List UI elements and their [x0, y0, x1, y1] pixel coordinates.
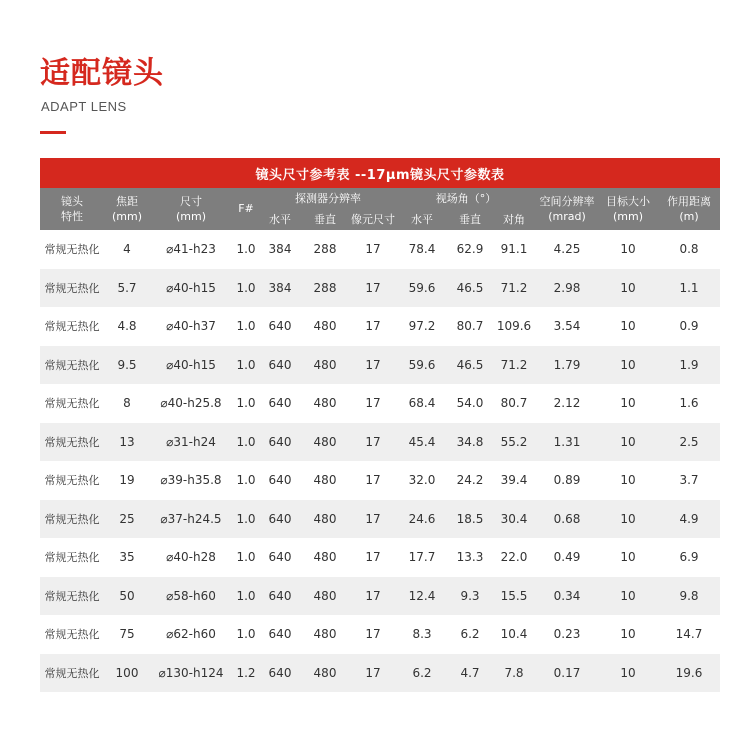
table-cell: 1.0	[232, 269, 260, 308]
table-cell: 15.5	[492, 577, 536, 616]
table-cell: 71.2	[492, 346, 536, 385]
table-cell: 1.31	[536, 423, 598, 462]
table-cell: 1.0	[236, 242, 256, 257]
table-cell: 6.2	[396, 654, 448, 693]
table-cell: 7.8	[492, 654, 536, 693]
table-cell: 1.0	[236, 396, 256, 411]
table-cell: 480	[313, 396, 337, 411]
table-cell: 19.6	[658, 654, 720, 693]
table-cell: 80.7	[500, 396, 528, 411]
table-cell: 109.6	[496, 319, 532, 334]
table-cell: 14.7	[675, 627, 703, 642]
table-cell: 480	[300, 654, 350, 693]
header-field-of-view: 视场角（°）	[396, 188, 536, 210]
table-cell: 10	[598, 346, 658, 385]
table-cell: 常规无热化	[40, 346, 104, 385]
table-cell: 288	[313, 242, 337, 257]
table-cell: 30.4	[492, 500, 536, 539]
table-cell: ⌀40-h37	[166, 319, 216, 334]
table-cell: 45.4	[396, 423, 448, 462]
table-cell: 1.0	[236, 319, 256, 334]
table-cell: 12.4	[396, 577, 448, 616]
table-cell: 480	[300, 500, 350, 539]
table-cell: 640	[268, 319, 292, 334]
table-cell: 10	[620, 319, 636, 334]
table-cell: 17	[365, 319, 381, 334]
lens-table-container	[40, 158, 720, 692]
table-cell: 97.2	[408, 319, 436, 334]
table-cell: 1.2	[232, 654, 260, 693]
table-cell: 1.6	[679, 396, 699, 411]
table-cell: 1.0	[236, 473, 256, 488]
table-cell: 常规无热化	[44, 243, 100, 257]
header-working-distance: 作用距离 (m)	[658, 188, 720, 230]
table-cell: 10	[598, 500, 658, 539]
table-cell: 55.2	[492, 423, 536, 462]
table-cell: ⌀37-h24.5	[150, 500, 232, 539]
table-cell: 17	[350, 654, 396, 693]
table-cell: 1.0	[232, 423, 260, 462]
table-row	[40, 615, 720, 654]
table-cell: 640	[260, 654, 300, 693]
table-cell: 17	[365, 550, 381, 565]
table-cell: 常规无热化	[40, 577, 104, 616]
table-cell: 480	[300, 346, 350, 385]
table-cell: 78.4	[408, 242, 436, 257]
table-row	[40, 538, 720, 577]
page-title: 适配镜头	[40, 56, 164, 91]
table-cell: 9.8	[658, 577, 720, 616]
header-fov-vertical: 垂直	[448, 210, 492, 230]
table-cell: 1.79	[536, 346, 598, 385]
table-cell: 62.9	[456, 242, 484, 257]
table-cell: ⌀40-h25.8	[160, 396, 222, 411]
table-cell: 常规无热化	[44, 474, 100, 488]
table-cell: ⌀40-h15	[150, 269, 232, 308]
table-cell: 288	[300, 269, 350, 308]
header-detector-horizontal: 水平	[260, 210, 300, 230]
table-cell: 640	[260, 577, 300, 616]
table-cell: 22.0	[500, 550, 528, 565]
header-pixel-size: 像元尺寸	[350, 210, 396, 230]
table-cell: 35	[119, 550, 135, 565]
table-cell: 34.8	[448, 423, 492, 462]
table-cell: 54.0	[456, 396, 484, 411]
table-cell: 50	[104, 577, 150, 616]
header-focal-length: 焦距 (mm)	[104, 188, 150, 230]
table-cell: 25	[104, 500, 150, 539]
table-cell: 9.5	[104, 346, 150, 385]
table-cell: 10	[598, 423, 658, 462]
table-cell: 10	[620, 627, 636, 642]
table-body	[40, 230, 720, 692]
table-cell: 4.7	[448, 654, 492, 693]
table-cell: 10	[598, 577, 658, 616]
table-cell: 9.3	[448, 577, 492, 616]
table-cell: 0.68	[536, 500, 598, 539]
table-cell: 384	[268, 242, 292, 257]
table-cell: 6.9	[679, 550, 699, 565]
table-cell: 18.5	[448, 500, 492, 539]
table-cell: ⌀31-h24	[150, 423, 232, 462]
title-underline	[40, 131, 66, 134]
table-cell: 640	[268, 473, 292, 488]
table-cell: 2.5	[658, 423, 720, 462]
table-cell: 640	[260, 500, 300, 539]
table-cell: 75	[119, 627, 135, 642]
table-cell: 1.0	[232, 500, 260, 539]
table-cell: 46.5	[448, 269, 492, 308]
table-cell: 17	[365, 396, 381, 411]
table-cell: 4	[123, 242, 131, 257]
table-cell: 常规无热化	[44, 320, 100, 334]
table-cell: 6.2	[460, 627, 480, 642]
table-cell: 13	[104, 423, 150, 462]
header-f-number: F#	[232, 188, 260, 230]
header-target-size: 目标大小 (mm)	[598, 188, 658, 230]
table-cell: 常规无热化	[44, 628, 100, 642]
table-cell: 10	[598, 269, 658, 308]
table-row	[40, 423, 720, 462]
table-cell: 17	[365, 242, 381, 257]
table-cell: ⌀41-h23	[166, 242, 216, 257]
table-cell: 1.0	[232, 346, 260, 385]
table-cell: 0.89	[553, 473, 581, 488]
table-row	[40, 461, 720, 500]
table-row	[40, 654, 720, 693]
table-cell: 常规无热化	[40, 423, 104, 462]
table-cell: 常规无热化	[40, 654, 104, 693]
table-cell: 640	[260, 346, 300, 385]
table-cell: 10	[620, 396, 636, 411]
table-row	[40, 384, 720, 423]
table-row	[40, 500, 720, 539]
table-cell: 39.4	[500, 473, 528, 488]
table-cell: 100	[104, 654, 150, 693]
table-cell: 480	[313, 319, 337, 334]
table-row	[40, 307, 720, 346]
table-cell: 17.7	[408, 550, 436, 565]
table-cell: 68.4	[408, 396, 436, 411]
table-cell: 0.17	[536, 654, 598, 693]
table-cell: 17	[350, 577, 396, 616]
table-cell: 2.12	[553, 396, 581, 411]
table-cell: 1.0	[232, 577, 260, 616]
table-cell: 常规无热化	[44, 551, 100, 565]
table-cell: 10	[620, 242, 636, 257]
header-lens-type: 镜头 特性	[40, 188, 104, 230]
table-cell: 4.9	[658, 500, 720, 539]
table-cell: 24.6	[396, 500, 448, 539]
table-cell: 3.7	[679, 473, 699, 488]
table-cell: ⌀40-h15	[150, 346, 232, 385]
table-cell: 19	[119, 473, 135, 488]
table-row	[40, 346, 720, 385]
table-cell: 17	[350, 423, 396, 462]
table-cell: 0.34	[536, 577, 598, 616]
table-cell: 640	[268, 396, 292, 411]
table-cell: ⌀39-h35.8	[160, 473, 222, 488]
table-cell: 10	[620, 550, 636, 565]
table-cell: 2.98	[536, 269, 598, 308]
table-cell: 10	[598, 654, 658, 693]
table-cell: 80.7	[456, 319, 484, 334]
table-cell: 0.8	[679, 242, 699, 257]
table-cell: 640	[260, 423, 300, 462]
table-cell: ⌀40-h28	[166, 550, 216, 565]
lens-size-table	[40, 158, 720, 692]
table-cell: 480	[300, 423, 350, 462]
table-cell: 480	[313, 550, 337, 565]
table-cell: 17	[365, 473, 381, 488]
table-cell: 17	[350, 500, 396, 539]
table-cell: 46.5	[448, 346, 492, 385]
table-cell: 10	[620, 473, 636, 488]
table-cell: 10.4	[500, 627, 528, 642]
table-row	[40, 230, 720, 269]
header-fov-horizontal: 水平	[396, 210, 448, 230]
header-spatial-resolution: 空间分辨率 (mrad)	[536, 188, 598, 230]
table-cell: 5.7	[104, 269, 150, 308]
table-cell: 384	[260, 269, 300, 308]
table-caption: 镜头尺寸参考表 --17μm镜头尺寸参数表	[40, 158, 720, 188]
header-detector-resolution: 探测器分辨率	[260, 188, 396, 210]
table-cell: 24.2	[456, 473, 484, 488]
table-cell: 0.23	[553, 627, 581, 642]
page-subtitle: ADAPT LENS	[41, 99, 127, 114]
table-cell: 17	[350, 346, 396, 385]
table-cell: 13.3	[456, 550, 484, 565]
table-cell: ⌀62-h60	[166, 627, 216, 642]
table-cell: 71.2	[492, 269, 536, 308]
table-cell: 常规无热化	[40, 269, 104, 308]
table-cell: ⌀130-h124	[150, 654, 232, 693]
table-cell: 59.6	[396, 269, 448, 308]
table-cell: 480	[300, 577, 350, 616]
table-cell: 32.0	[408, 473, 436, 488]
table-cell: 常规无热化	[44, 397, 100, 411]
table-cell: 常规无热化	[40, 500, 104, 539]
table-cell: ⌀58-h60	[150, 577, 232, 616]
table-cell: 1.1	[658, 269, 720, 308]
table-cell: 480	[313, 473, 337, 488]
table-cell: 59.6	[396, 346, 448, 385]
table-row	[40, 269, 720, 308]
header-size: 尺寸 (mm)	[150, 188, 232, 230]
table-cell: 1.0	[236, 550, 256, 565]
table-cell: 480	[313, 627, 337, 642]
table-cell: 4.25	[553, 242, 581, 257]
table-cell: 3.54	[553, 319, 581, 334]
table-cell: 91.1	[500, 242, 528, 257]
header-fov-diagonal: 对角	[492, 210, 536, 230]
table-cell: 0.49	[553, 550, 581, 565]
table-row	[40, 577, 720, 616]
table-cell: 8	[123, 396, 131, 411]
table-cell: 1.9	[658, 346, 720, 385]
table-cell: 0.9	[679, 319, 699, 334]
table-cell: 640	[268, 550, 292, 565]
table-cell: 1.0	[236, 627, 256, 642]
table-cell: 8.3	[412, 627, 432, 642]
table-cell: 17	[365, 627, 381, 642]
table-cell: 4.8	[117, 319, 137, 334]
table-cell: 640	[268, 627, 292, 642]
header-detector-vertical: 垂直	[300, 210, 350, 230]
table-cell: 17	[350, 269, 396, 308]
